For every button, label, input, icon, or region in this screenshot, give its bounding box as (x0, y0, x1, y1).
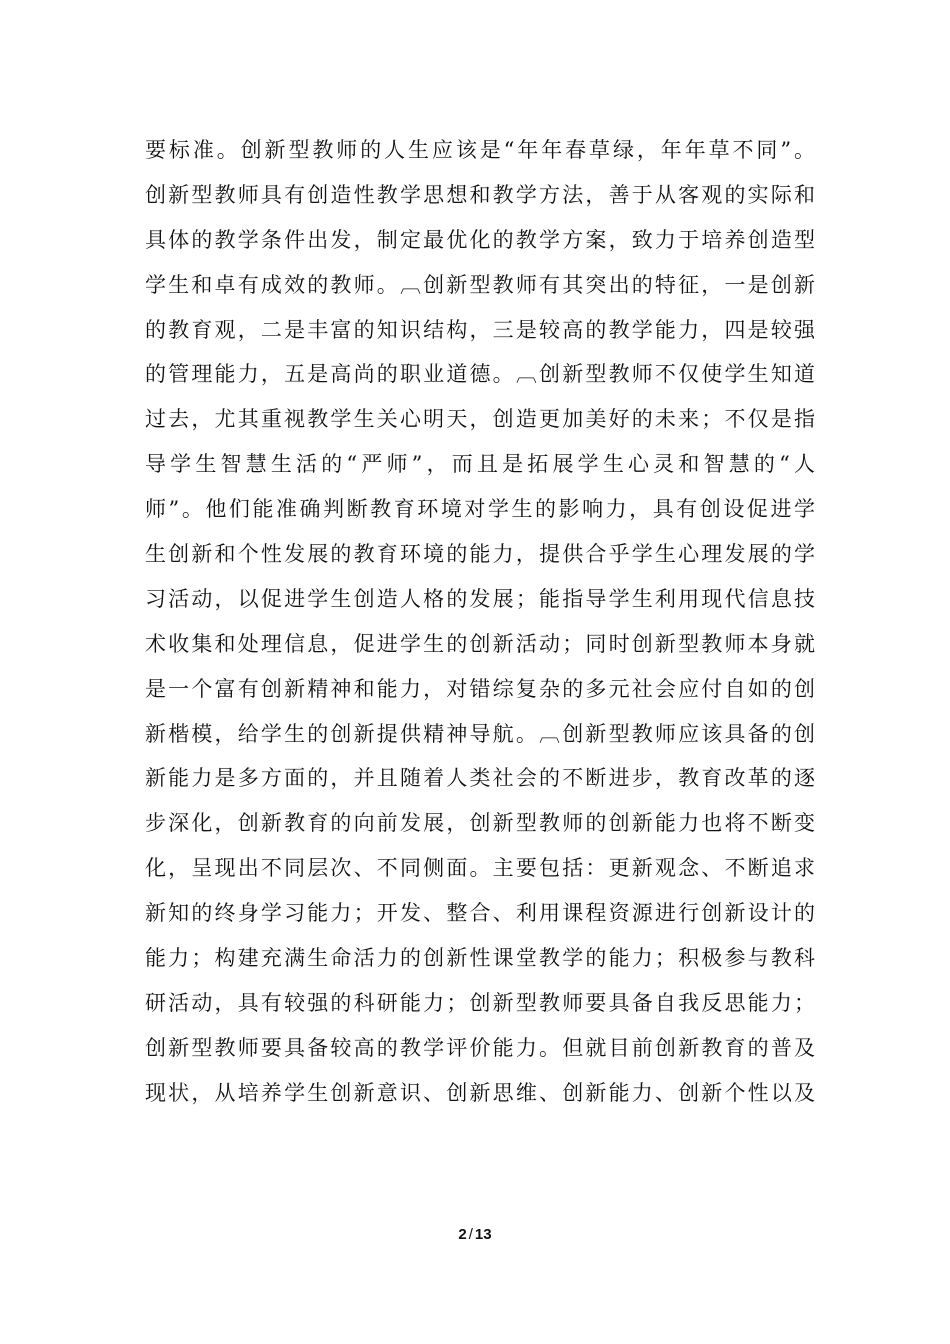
page-number (0, 1226, 950, 1243)
page-separator: / (468, 1226, 473, 1243)
text-line: 新能力是多方面的，并且随着人类社会的不断进步，教育改革的逐 (145, 766, 815, 791)
text-line: 要标准。创新型教师的人生应该是“年年春草绿，年年草不同”。 (145, 138, 815, 162)
text-line: 创新型教师要具备较高的教学评价能力。但就目前创新教育的普及 (145, 1035, 815, 1060)
text-line: 师”。他们能准确判断教育环境对学生的影响力，具有创设促进学 (145, 497, 815, 522)
total-pages: 13 (474, 1226, 492, 1243)
text-line: 具体的教学条件出发，制定最优化的教学方案，致力于培养创造型 (145, 227, 815, 252)
text-line: 化，呈现出不同层次、不同侧面。主要包括：更新观念、不断追求 (145, 856, 815, 881)
text-line: 创新型教师具有创造性教学思想和教学方法，善于从客观的实际和 (145, 182, 815, 207)
text-line: 能力；构建充满生命活力的创新性课堂教学的能力；积极参与教科 (145, 946, 815, 971)
text-line: 是一个富有创新精神和能力，对错综复杂的多元社会应付自如的创 (145, 676, 815, 701)
text-line: 的管理能力，五是高尚的职业道德。︹创新型教师不仅使学生知道 (145, 362, 815, 387)
text-line: 新知的终身学习能力；开发、整合、利用课程资源进行创新设计的 (145, 901, 815, 926)
body-text (145, 128, 815, 1116)
text-line: 步深化，创新教育的向前发展，创新型教师的创新能力也将不断变 (145, 811, 815, 836)
text-line: 习活动，以促进学生创造人格的发展；能指导学生利用现代信息技 (145, 586, 815, 611)
current-page: 2 (458, 1226, 467, 1243)
text-line: 术收集和处理信息，促进学生的创新活动；同时创新型教师本身就 (145, 631, 815, 656)
text-line: 学生和卓有成效的教师。︹创新型教师有其突出的特征，一是创新 (145, 272, 815, 297)
text-line: 过去，尤其重视教学生关心明天，创造更加美好的未来；不仅是指 (145, 407, 815, 432)
text-line: 导学生智慧生活的“严师”，而且是拓展学生心灵和智慧的“人 (145, 452, 815, 477)
text-line: 研活动，具有较强的科研能力；创新型教师要具备自我反思能力； (145, 990, 815, 1015)
text-line: 新楷模，给学生的创新提供精神导航。︹创新型教师应该具备的创 (145, 721, 815, 746)
text-line: 的教育观，二是丰富的知识结构，三是较高的教学能力，四是较强 (145, 317, 815, 342)
text-line: 生创新和个性发展的教育环境的能力，提供合乎学生心理发展的学 (145, 542, 815, 567)
text-line: 现状，从培养学生创新意识、创新思维、创新能力、创新个性以及 (145, 1080, 815, 1105)
